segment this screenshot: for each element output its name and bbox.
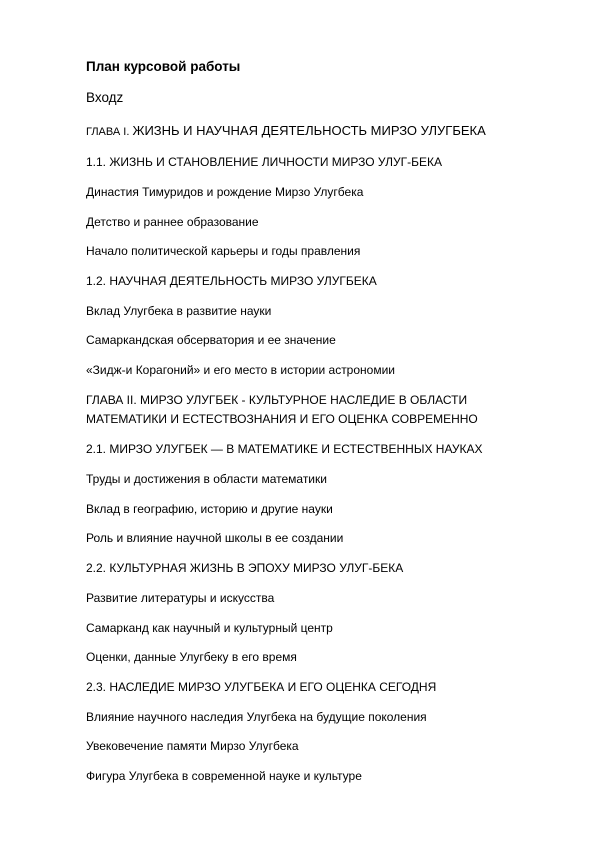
section-2-2-item: Самарканд как научный и культурный центр: [86, 621, 333, 635]
document-title: План курсовой работы: [86, 59, 241, 74]
section-1-2-item: Вклад Улугбека в развитие науки: [86, 304, 272, 318]
section-2-1-item: Труды и достижения в области математики: [86, 472, 327, 486]
section-2-2-item: Оценки, данные Улугбеку в его время: [86, 650, 297, 664]
section-2-3-item: Влияние научного наследия Улугбека на будущие поколения: [86, 710, 427, 724]
section-2-3-item: Фигура Улугбека в современной науке и культуре: [86, 769, 362, 783]
intro-heading: Входz: [86, 90, 124, 105]
section-2-2-heading: 2.2. КУЛЬТУРНАЯ ЖИЗНЬ В ЭПОХУ МИРЗО УЛУГ-БЕКА: [86, 561, 404, 575]
section-1-2-item: «Зидж-и Корагоний» и его место в истории астрономии: [86, 363, 395, 377]
chapter-2-heading-line-2: МАТЕМАТИКИ И ЕСТЕСТВОЗНАНИЯ И ЕГО ОЦЕНКА СОВРЕМЕННО: [86, 412, 478, 426]
section-1-1-item: Начало политической карьеры и годы правления: [86, 244, 361, 258]
section-1-1-item: Детство и раннее образование: [86, 215, 259, 229]
chapter-1-title: ЖИЗНЬ И НАУЧНАЯ ДЕЯТЕЛЬНОСТЬ МИРЗО УЛУГБЕКА: [132, 123, 486, 138]
section-2-3-heading: 2.3. НАСЛЕДИЕ МИРЗО УЛУГБЕКА И ЕГО ОЦЕНКА СЕГОДНЯ: [86, 680, 437, 694]
section-2-1-item: Вклад в географию, историю и другие науки: [86, 502, 333, 516]
section-2-1-heading: 2.1. МИРЗО УЛУГБЕК — В МАТЕМАТИКЕ И ЕСТЕСТВЕННЫХ НАУКАХ: [86, 442, 483, 456]
section-2-1-item: Роль и влияние научной школы в ее создании: [86, 531, 344, 545]
section-1-2-heading: 1.2. НАУЧНАЯ ДЕЯТЕЛЬНОСТЬ МИРЗО УЛУГБЕКА: [86, 274, 377, 288]
chapter-1-prefix: ГЛАВА I.: [86, 126, 133, 138]
section-1-2-item: Самаркандская обсерватория и ее значение: [86, 333, 336, 347]
section-2-3-item: Увековечение памяти Мирзо Улугбека: [86, 739, 299, 753]
section-2-2-item: Развитие литературы и искусства: [86, 591, 275, 605]
chapter-2-heading-line-1: ГЛАВА II. МИРЗО УЛУГБЕК - КУЛЬТУРНОЕ НАСЛЕДИЕ В ОБЛАСТИ: [86, 393, 468, 407]
section-1-1-heading: 1.1. ЖИЗНЬ И СТАНОВЛЕНИЕ ЛИЧНОСТИ МИРЗО УЛУГ-БЕКА: [86, 155, 443, 169]
section-1-1-item: Династия Тимуридов и рождение Мирзо Улугбека: [86, 185, 364, 199]
chapter-1-heading: [86, 124, 486, 139]
